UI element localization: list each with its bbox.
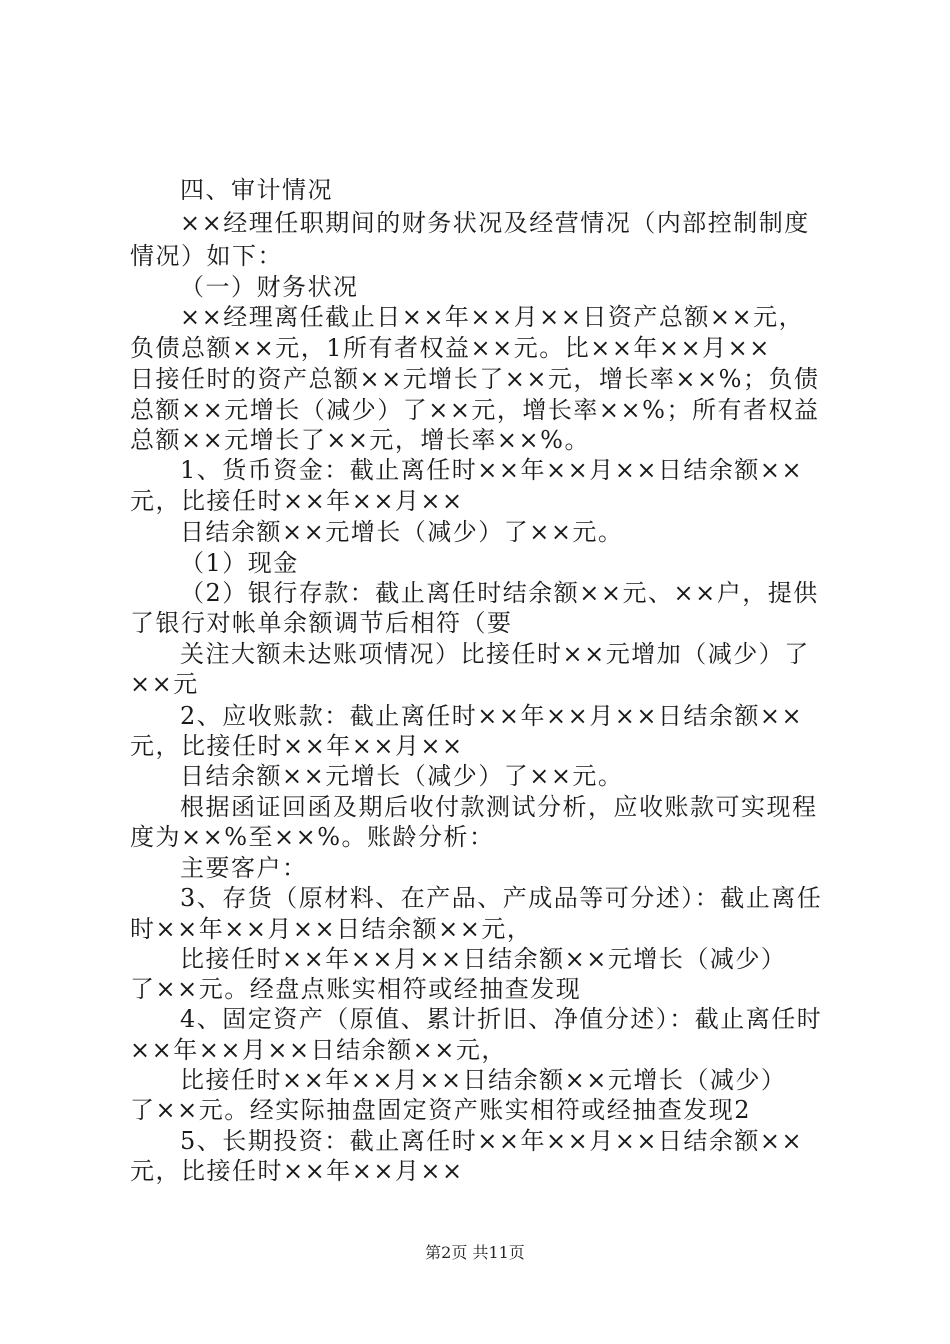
paragraph-line: （2）银行存款：截止离任时结余额××元、××户，提供 <box>180 579 819 607</box>
paragraph-line: 比接任时××年××月××日结余额××元增长（减少） <box>180 1066 787 1094</box>
paragraph-line: 了××元。经盘点账实相符或经抽查发现 <box>130 975 582 1003</box>
paragraph-line: 总额××元增长（减少）了××元，增长率××%；所有者权益 <box>130 396 820 424</box>
paragraph-line: 比接任时××年××月××日结余额××元增长（减少） <box>180 945 787 973</box>
paragraph-line: ××年××月××日结余额××元， <box>130 1036 507 1064</box>
paragraph-line: 总额××元增长了××元，增长率××%。 <box>130 426 590 454</box>
paragraph-line: 了银行对帐单余额调节后相符（要 <box>130 609 513 637</box>
paragraph-line: 日结余额××元增长（减少）了××元。 <box>180 762 624 790</box>
paragraph-line: 元，比接任时××年××月×× <box>130 487 464 515</box>
paragraph-line: 日结余额××元增长（减少）了××元。 <box>180 518 624 546</box>
paragraph-line: （1）现金 <box>180 549 299 577</box>
page-number-footer: 第2页 共11页 <box>425 1243 525 1262</box>
paragraph-line: ××元 <box>130 670 199 698</box>
subsection-heading: （一）财务状况 <box>180 273 359 301</box>
paragraph-line: 日接任时的资产总额××元增长了××元，增长率××%；负债 <box>130 365 820 393</box>
paragraph-line: 了××元。经实际抽盘固定资产账实相符或经抽查发现2 <box>130 1096 751 1124</box>
paragraph-line: 负债总额××元，1所有者权益××元。比××年××月×× <box>130 334 771 362</box>
paragraph-line: 主要客户： <box>180 854 308 882</box>
paragraph-line: 时××年××月××日结余额××元， <box>130 915 533 943</box>
paragraph-line: 根据函证回函及期后收付款测试分析，应收账款可实现程 <box>180 793 818 821</box>
paragraph-line: 4、固定资产（原值、累计折旧、净值分述）：截止离任时 <box>180 1005 823 1033</box>
paragraph-line: 3、存货（原材料、在产品、产成品等可分述）：截止离任 <box>180 884 823 912</box>
paragraph-line: ××经理任职期间的财务状况及经营情况（内部控制制度 <box>180 209 810 237</box>
paragraph-line: 度为××%至××%。账龄分析： <box>130 823 495 851</box>
paragraph-line: 2、应收账款：截止离任时××年××月××日结余额×× <box>180 702 804 730</box>
paragraph-line: ××经理离任截止日××年××月××日资产总额××元， <box>180 303 805 331</box>
paragraph-line: 情况）如下： <box>130 242 283 270</box>
paragraph-line: 1、货币资金：截止离任时××年××月××日结余额×× <box>180 456 804 484</box>
paragraph-line: 5、长期投资：截止离任时××年××月××日结余额×× <box>180 1127 804 1155</box>
paragraph-line: 元，比接任时××年××月×× <box>130 1157 464 1185</box>
paragraph-line: 关注大额未达账项情况）比接任时××元增加（减少）了 <box>180 640 810 668</box>
section-heading: 四、审计情况 <box>180 176 333 204</box>
paragraph-line: 元，比接任时××年××月×× <box>130 732 464 760</box>
